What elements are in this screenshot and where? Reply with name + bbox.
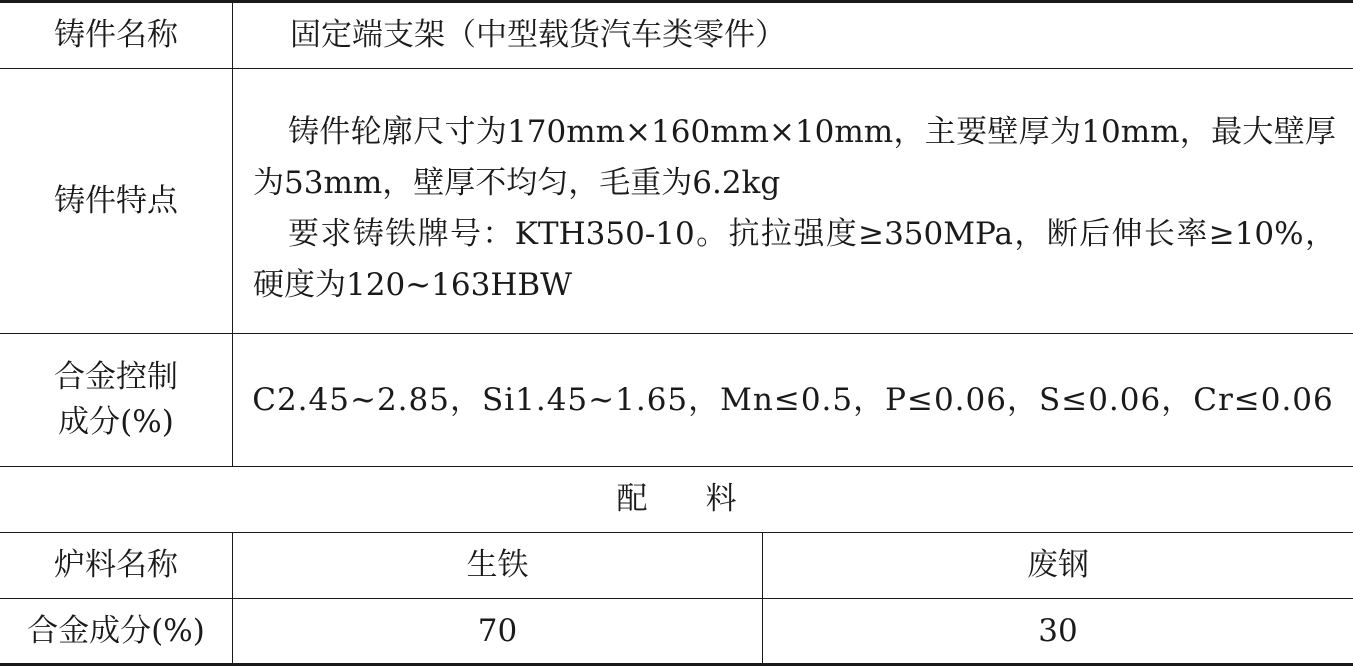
alloy-composition-value: C2.45~2.85，Si1.45~1.65，Mn≤0.5，P≤0.06，S≤0.06，Cr≤0.06 <box>252 381 1334 418</box>
pig-iron-header: 生铁 <box>466 547 529 583</box>
casting-name-value: 固定端支架（中型载货汽车类零件） <box>290 17 786 53</box>
charge-title-right: 料 <box>705 481 737 517</box>
casting-features-label: 铸件特点 <box>54 182 178 219</box>
scrap-steel-header: 废钢 <box>1027 547 1089 583</box>
scrap-steel-percentage: 30 <box>1038 612 1078 649</box>
alloy-control-label-line-1: 合金控制 <box>54 359 178 395</box>
casting-features-text <box>253 107 1336 311</box>
pig-iron-percentage: 70 <box>477 612 518 649</box>
alloy-control-label <box>0 334 232 466</box>
material-requirements-text: 要求铸铁牌号：KTH350-10。抗拉强度≥350MPa，断后伸长率≥10%，硬度为120~163HBW <box>253 216 1336 303</box>
casting-dimensions-text: 铸件轮廓尺寸为170mm×160mm×10mm，主要壁厚为10mm，最大壁厚为53mm，壁厚不均匀，毛重为6.2kg <box>253 114 1336 201</box>
table-bottom-rule <box>0 663 1353 666</box>
charge-material-label: 炉料名称 <box>54 547 178 583</box>
charge-alloy-content-label: 合金成分(%) <box>27 612 205 649</box>
charge-title-left: 配 <box>616 481 648 517</box>
alloy-control-label-line-2: 成分(%) <box>58 404 174 440</box>
casting-name-label: 铸件名称 <box>54 17 178 53</box>
charge-section-title <box>0 467 1353 532</box>
